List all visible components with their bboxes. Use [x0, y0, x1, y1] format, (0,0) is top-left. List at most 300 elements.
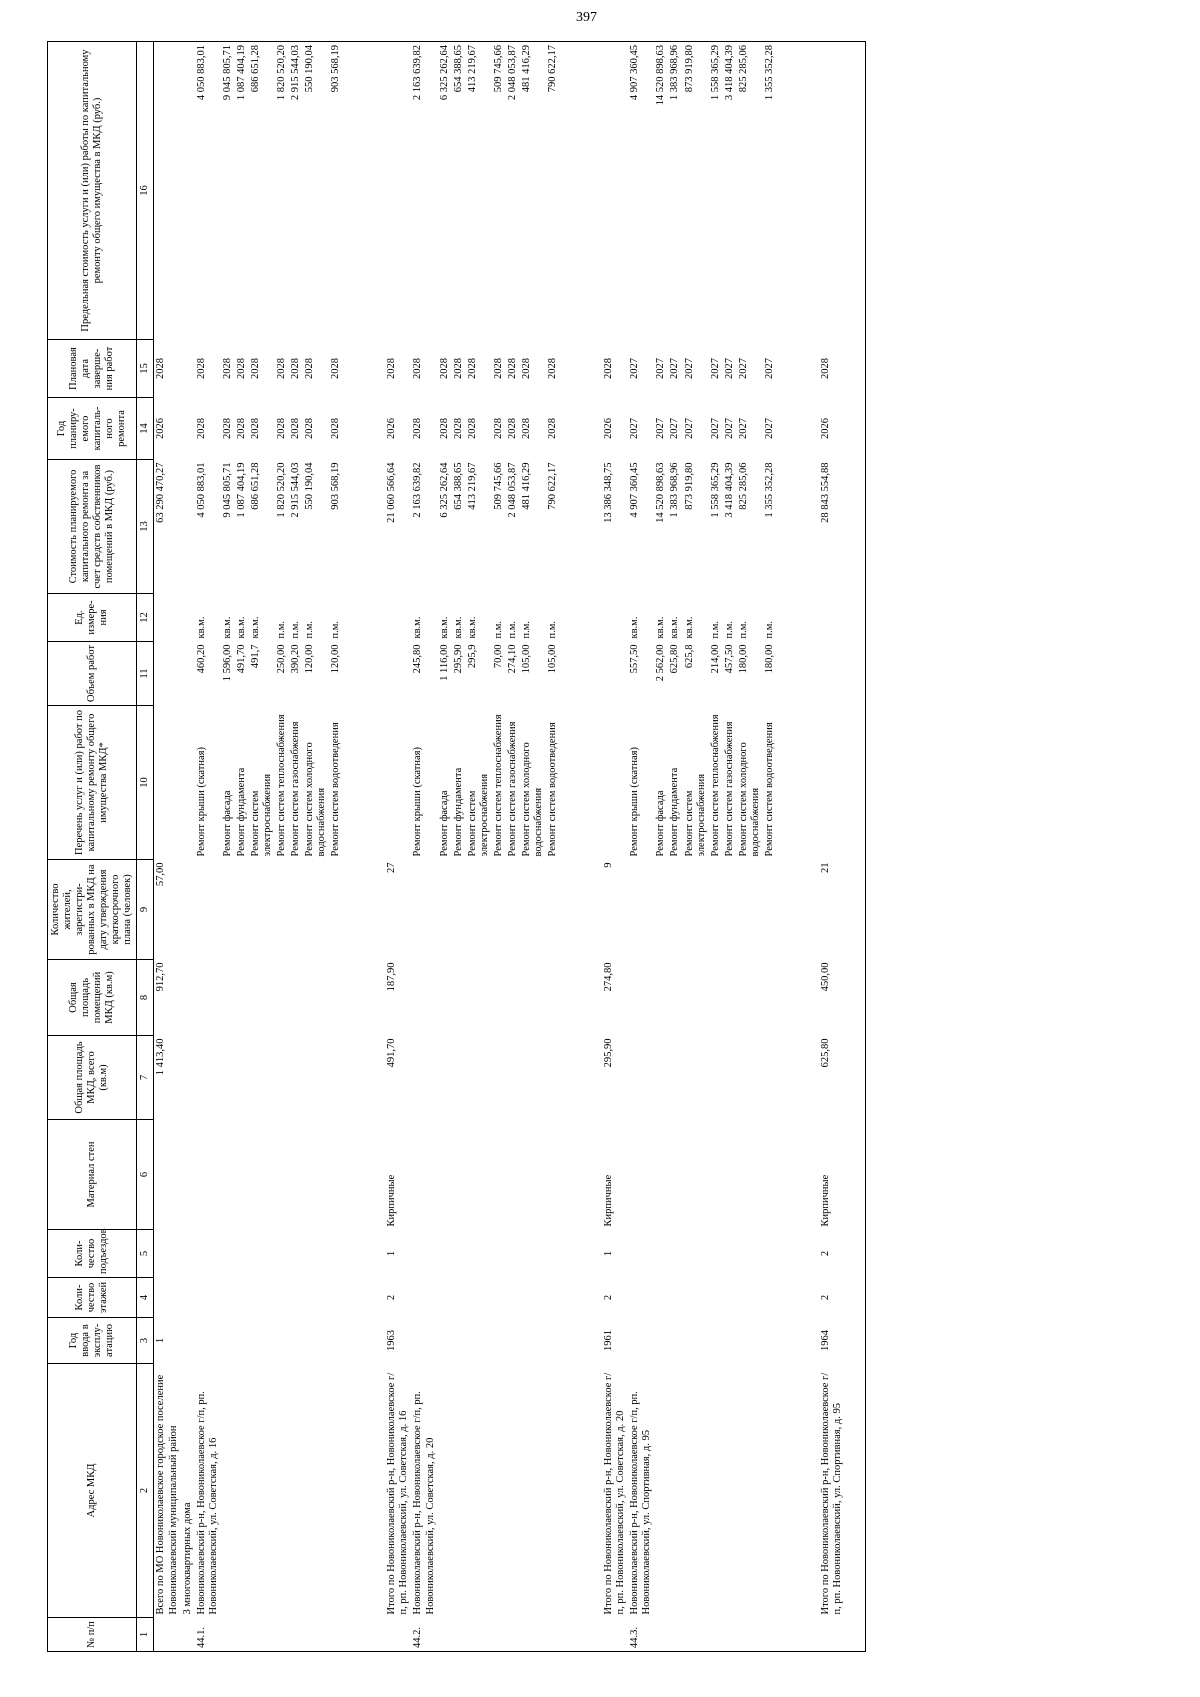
cell-limit: 1 558 365,29	[709, 42, 723, 340]
table-body	[154, 42, 866, 1652]
cell-premises-area	[520, 960, 546, 1036]
cell-end-date: 2027	[683, 358, 695, 379]
cell-total-area: 1 413,40	[155, 1038, 167, 1076]
cell-cap-year: 2028	[547, 418, 559, 439]
cell-work: Ремонт фундамента	[669, 767, 681, 857]
cell-material	[235, 1120, 249, 1230]
cell-year	[438, 1318, 452, 1364]
cell-cap-year: 2028	[221, 418, 233, 439]
cell-entrances	[560, 1230, 602, 1278]
header-cell: Объем работ	[48, 642, 137, 706]
cell-residents	[275, 860, 289, 960]
cell-end-date: 2028	[330, 358, 342, 379]
cell-total-area	[683, 1036, 709, 1120]
cell-end-date: 2028	[386, 358, 398, 379]
cell-work	[845, 706, 866, 860]
column-number: 5	[137, 1230, 154, 1278]
cell-end-date: 2027	[655, 358, 667, 379]
cell-work	[343, 706, 385, 860]
cell-unit: кв.м.	[655, 616, 667, 639]
cell-entrances	[275, 1230, 289, 1278]
cell-cap-year: 2026	[819, 418, 831, 439]
cell-floors	[668, 1278, 682, 1318]
cell-cost: 63 290 470,27	[155, 462, 167, 523]
cell-end-date: 2028	[304, 358, 316, 379]
work-row	[235, 42, 249, 1652]
cell-total-area	[845, 1036, 866, 1120]
cell-cap-year: 2027	[655, 418, 667, 439]
document-sheet	[47, 42, 1162, 1652]
cell-end-date	[845, 340, 866, 398]
cell-material	[777, 1120, 819, 1230]
spacer-row	[777, 42, 819, 1652]
cell-premises-area	[289, 960, 303, 1036]
cell-end-date	[777, 340, 819, 398]
cell-volume: 105,00	[520, 644, 532, 674]
work-row	[654, 42, 668, 1652]
cell-cost	[777, 460, 819, 594]
column-number: 13	[137, 460, 154, 594]
column-number: 1	[137, 1618, 154, 1652]
header-cell: № п/п	[48, 1618, 137, 1652]
cell-cost: 14 520 898,63	[655, 462, 667, 523]
cell-cost: 481 416,29	[520, 462, 532, 510]
cell-limit: 2 915 544,03	[289, 42, 303, 340]
cell-cap-year: 2028	[520, 418, 532, 439]
cell-num	[520, 1618, 546, 1652]
cell-year	[506, 1318, 520, 1364]
cell-residents	[492, 860, 506, 960]
cell-unit: кв.м.	[466, 616, 478, 639]
cell-num	[723, 1618, 737, 1652]
cell-premises-area: 450,00	[819, 962, 831, 992]
cell-premises-area	[845, 960, 866, 1036]
cell-cap-year: 2027	[737, 418, 749, 439]
cell-residents	[303, 860, 329, 960]
cell-limit: 2 163 639,82	[411, 42, 437, 340]
cell-residents	[683, 860, 709, 960]
cell-limit: 550 190,04	[303, 42, 329, 340]
cell-year	[466, 1318, 492, 1364]
cell-year	[560, 1318, 602, 1364]
cell-total-area	[289, 1036, 303, 1120]
cell-entrances	[546, 1230, 560, 1278]
cell-end-date: 2028	[276, 358, 287, 379]
cell-material	[221, 1120, 235, 1230]
work-row	[737, 42, 763, 1652]
cell-num	[602, 1618, 628, 1652]
cell-address	[221, 1364, 235, 1618]
cell-limit: 1 087 404,19	[235, 42, 249, 340]
cell-work: Ремонт систем теплоснабжения	[492, 714, 504, 857]
cell-volume: 245,80	[412, 644, 424, 674]
cell-volume: 491,70	[235, 644, 247, 674]
column-number: 9	[137, 860, 154, 960]
cell-year	[683, 1318, 709, 1364]
cell-limit: 481 416,29	[520, 42, 546, 340]
work-row	[709, 42, 723, 1652]
cell-cost: 550 190,04	[304, 462, 316, 510]
cell-cap-year: 2028	[438, 418, 450, 439]
cell-floors: 2	[603, 1294, 615, 1301]
cell-unit	[385, 594, 411, 642]
cell-end-date: 2028	[235, 358, 247, 379]
cell-floors	[546, 1278, 560, 1318]
cell-work: Ремонт систем газоснабжения	[506, 721, 518, 857]
cell-entrances	[520, 1230, 546, 1278]
cell-total-area	[275, 1036, 289, 1120]
cell-end-date: 2027	[669, 358, 681, 379]
cell-unit: п.м.	[330, 620, 342, 639]
cell-material: Кирпичные	[819, 1174, 831, 1227]
cell-end-date: 2028	[155, 358, 167, 379]
cell-work	[154, 706, 181, 860]
cell-cap-year: 2026	[155, 418, 167, 439]
cell-work: Ремонт систем теплоснабжения	[709, 714, 721, 857]
cell-empty	[181, 1278, 195, 1318]
cell-cap-year: 2028	[330, 418, 342, 439]
header-cell: Перечень услуг и (или) работ по капитальному ремонту общего имущества МКД*	[48, 706, 137, 860]
cell-floors	[411, 1278, 437, 1318]
cell-limit: 3 418 404,39	[723, 42, 737, 340]
cell-entrances	[506, 1230, 520, 1278]
cell-material	[546, 1120, 560, 1230]
cell-material	[275, 1120, 289, 1230]
work-row	[546, 42, 560, 1652]
cell-limit	[385, 42, 411, 340]
cell-cap-year: 2027	[723, 418, 735, 439]
cell-limit: 14 520 898,63	[654, 42, 668, 340]
column-number: 11	[137, 642, 154, 706]
cell-floors	[628, 1278, 654, 1318]
cell-volume	[343, 642, 385, 706]
cell-cap-year: 2028	[304, 418, 316, 439]
page-number: 397	[576, 10, 597, 25]
cell-premises-area	[560, 960, 602, 1036]
cell-total-area	[628, 1036, 654, 1120]
cell-num	[438, 1618, 452, 1652]
work-row	[195, 42, 221, 1652]
cell-volume: 180,00	[737, 644, 749, 674]
cell-cost: 1 087 404,19	[235, 462, 247, 518]
cell-unit: кв.м.	[683, 616, 695, 639]
cell-premises-area	[221, 960, 235, 1036]
cell-total-area	[560, 1036, 602, 1120]
cell-year	[249, 1318, 275, 1364]
cell-entrances	[343, 1230, 385, 1278]
cell-floors	[520, 1278, 546, 1318]
header-cell: Коли-чество подъездов	[48, 1230, 137, 1278]
cell-year	[520, 1318, 546, 1364]
cell-total-area	[520, 1036, 546, 1120]
cell-floors	[438, 1278, 452, 1318]
cell-cap-year: 2027	[669, 418, 681, 439]
cell-num	[560, 1618, 602, 1652]
cell-year-built: 1	[155, 1337, 167, 1344]
cell-end-date: 2028	[249, 358, 261, 379]
cell-work: Ремонт фасада	[655, 790, 667, 857]
cell-work	[819, 706, 845, 860]
cell-volume	[819, 642, 845, 706]
cell-total-area	[546, 1036, 560, 1120]
cell-num	[737, 1618, 763, 1652]
cell-entrances	[303, 1230, 329, 1278]
cell-premises-area	[628, 960, 654, 1036]
cell-material	[763, 1120, 777, 1230]
cell-premises-area	[275, 960, 289, 1036]
spacer-row	[560, 42, 602, 1652]
cell-num	[709, 1618, 723, 1652]
cell-residents	[560, 860, 602, 960]
cell-limit: 1 383 968,96	[668, 42, 682, 340]
column-number: 7	[137, 1036, 154, 1120]
cell-cap-year: 2026	[603, 418, 615, 439]
cell-residents	[343, 860, 385, 960]
cell-address	[723, 1364, 737, 1618]
cell-unit: п.м.	[763, 620, 775, 639]
cell-unit: кв.м.	[221, 616, 233, 639]
cell-residents	[249, 860, 275, 960]
cell-empty	[181, 1120, 195, 1230]
cell-total-area	[343, 1036, 385, 1120]
cell-entrances: 2	[819, 1250, 831, 1257]
cell-floors	[723, 1278, 737, 1318]
cell-limit: 903 568,19	[329, 42, 343, 340]
summary-row	[154, 42, 181, 1652]
cell-cost: 790 622,17	[547, 462, 559, 510]
cell-material	[154, 1120, 181, 1230]
header-cell: Год планиру-емого капиталь-ного ремонта	[48, 398, 137, 460]
cell-end-date: 2027	[763, 358, 775, 379]
cell-empty	[181, 398, 195, 460]
cell-work: Ремонт систем водоотведения	[330, 722, 342, 857]
cell-work	[385, 706, 411, 860]
cell-volume: 625,80	[669, 644, 681, 674]
cell-year	[845, 1318, 866, 1364]
work-row	[466, 42, 492, 1652]
cell-num	[819, 1618, 845, 1652]
cell-num: 44.1.	[195, 1618, 221, 1652]
cell-cost: 903 568,19	[330, 462, 342, 510]
cell-floors	[506, 1278, 520, 1318]
cell-year	[777, 1318, 819, 1364]
cell-unit: п.м.	[492, 620, 504, 639]
cell-residents	[506, 860, 520, 960]
cell-volume: 180,00	[763, 644, 775, 674]
header-cell: Общая площадь помещений МКД (кв.м)	[48, 960, 137, 1036]
cell-material	[438, 1120, 452, 1230]
cell-year	[654, 1318, 668, 1364]
cell-limit: 790 622,17	[546, 42, 560, 340]
cell-premises-area	[763, 960, 777, 1036]
cell-entrances: 1	[386, 1250, 398, 1257]
cell-limit: 873 919,80	[683, 42, 709, 340]
cell-address	[466, 1364, 492, 1618]
total-row	[602, 42, 628, 1652]
cell-floors	[452, 1278, 466, 1318]
cell-residents	[546, 860, 560, 960]
cell-volume: 295,90	[452, 644, 464, 674]
cell-unit: кв.м.	[629, 616, 641, 639]
cell-address	[303, 1364, 329, 1618]
cell-cost: 4 907 360,45	[629, 462, 641, 518]
cell-cap-year: 2028	[506, 418, 518, 439]
cell-floors: 2	[819, 1294, 831, 1301]
cell-premises-area	[683, 960, 709, 1036]
cell-entrances	[154, 1230, 181, 1278]
cell-entrances	[289, 1230, 303, 1278]
cell-material	[628, 1120, 654, 1230]
cell-floors	[466, 1278, 492, 1318]
cell-entrances	[411, 1230, 437, 1278]
cell-work: Ремонт систем электроснабжения	[683, 773, 707, 857]
cell-total-area	[466, 1036, 492, 1120]
cell-premises-area	[452, 960, 466, 1036]
cell-premises-area: 187,90	[386, 962, 398, 992]
cell-unit: п.м.	[290, 620, 302, 639]
cell-floors	[303, 1278, 329, 1318]
cell-work	[777, 706, 819, 860]
cell-num	[546, 1618, 560, 1652]
cell-premises-area	[195, 960, 221, 1036]
cell-work: Ремонт систем холодного водоснабжения	[304, 742, 328, 857]
header-cell: Материал стен	[48, 1120, 137, 1230]
column-number: 15	[137, 340, 154, 398]
cell-limit: 509 745,66	[492, 42, 506, 340]
cell-end-date: 2028	[438, 358, 450, 379]
column-number: 10	[137, 706, 154, 860]
end-row	[845, 42, 866, 1652]
section-row	[181, 42, 195, 1652]
header-cell: Количество жителей, зарегистри-рованных в МКД на дату утверждения краткосрочного плана (человек)	[48, 860, 137, 960]
cell-total-area: 625,80	[819, 1038, 831, 1068]
cell-end-date: 2027	[723, 358, 735, 379]
cell-cost: 21 060 566,64	[386, 462, 398, 523]
cell-total-area	[777, 1036, 819, 1120]
column-number: 4	[137, 1278, 154, 1318]
cell-floors	[329, 1278, 343, 1318]
cell-cost: 9 045 805,71	[221, 462, 233, 518]
cell-floors	[560, 1278, 602, 1318]
cell-cost: 654 388,65	[452, 462, 464, 510]
cell-year	[275, 1318, 289, 1364]
cell-residents: 57,00	[155, 862, 167, 887]
cell-year: 1961	[603, 1330, 615, 1351]
cell-volume: 105,00	[547, 644, 559, 674]
cell-floors	[195, 1278, 221, 1318]
cell-material	[329, 1120, 343, 1230]
cell-residents	[452, 860, 466, 960]
cell-unit	[154, 594, 181, 642]
cell-residents	[235, 860, 249, 960]
column-number: 6	[137, 1120, 154, 1230]
cell-cap-year	[777, 398, 819, 460]
cell-total-area	[235, 1036, 249, 1120]
cell-entrances	[492, 1230, 506, 1278]
cell-address	[343, 1364, 385, 1618]
cell-volume: 460,20	[195, 644, 207, 674]
cell-floors	[763, 1278, 777, 1318]
total-row	[385, 42, 411, 1652]
cell-volume	[560, 642, 602, 706]
cell-entrances	[737, 1230, 763, 1278]
cell-cap-year: 2027	[709, 418, 721, 439]
cell-cap-year: 2028	[235, 418, 247, 439]
cell-unit: п.м.	[304, 620, 316, 639]
cell-num	[249, 1618, 275, 1652]
cell-volume: 625,8	[683, 644, 695, 669]
cell-material	[466, 1120, 492, 1230]
cell-address	[668, 1364, 682, 1618]
cell-end-date: 2028	[466, 358, 478, 379]
cell-end-date	[560, 340, 602, 398]
cell-premises-area	[466, 960, 492, 1036]
cell-total-area	[221, 1036, 235, 1120]
cell-work: Ремонт фасада	[221, 790, 233, 857]
cell-empty	[181, 960, 195, 1036]
cell-cost	[343, 460, 385, 594]
work-row	[683, 42, 709, 1652]
cell-num: 44.2.	[411, 1618, 437, 1652]
cell-residents: 27	[386, 862, 398, 873]
cell-cost: 873 919,80	[683, 462, 695, 510]
cell-empty	[181, 1618, 195, 1652]
cell-volume: 557,50	[629, 644, 641, 674]
cell-limit	[343, 42, 385, 340]
cell-premises-area	[492, 960, 506, 1036]
cell-unit: кв.м.	[412, 616, 424, 639]
cell-premises-area	[737, 960, 763, 1036]
cell-volume: 2 562,00	[655, 644, 667, 682]
cell-address	[845, 1364, 866, 1618]
cell-year	[723, 1318, 737, 1364]
cell-unit: п.м.	[506, 620, 518, 639]
cell-cap-year: 2028	[195, 418, 207, 439]
total-row	[819, 42, 845, 1652]
cell-num	[289, 1618, 303, 1652]
cell-year	[289, 1318, 303, 1364]
cell-cost: 825 285,06	[737, 462, 749, 510]
cell-entrances	[763, 1230, 777, 1278]
cell-residents	[411, 860, 437, 960]
cell-address	[709, 1364, 723, 1618]
cell-limit: 1 355 352,28	[763, 42, 777, 340]
cell-material	[560, 1120, 602, 1230]
work-row	[520, 42, 546, 1652]
cell-volume	[154, 642, 181, 706]
cell-volume: 457,50	[723, 644, 735, 674]
cell-address	[546, 1364, 560, 1618]
cell-num	[235, 1618, 249, 1652]
cell-num	[303, 1618, 329, 1652]
cell-work: Ремонт систем электроснабжения	[249, 773, 273, 857]
cell-work: Ремонт систем газоснабжения	[290, 721, 302, 857]
cell-limit: 9 045 805,71	[221, 42, 235, 340]
cell-year	[411, 1318, 437, 1364]
cell-address	[452, 1364, 466, 1618]
cell-entrances	[709, 1230, 723, 1278]
cell-address: Всего по МО Новониколаевское городское поселение Новониколаевский муниципальный район	[155, 1374, 179, 1615]
cell-floors	[777, 1278, 819, 1318]
cell-work: Ремонт систем холодного водоснабжения	[520, 742, 544, 857]
cell-floors	[709, 1278, 723, 1318]
cell-unit: п.м.	[547, 620, 559, 639]
cell-unit: п.м.	[520, 620, 532, 639]
cell-num	[385, 1618, 411, 1652]
work-row	[411, 42, 437, 1652]
cell-floors	[654, 1278, 668, 1318]
cell-cap-year: 2027	[629, 418, 641, 439]
